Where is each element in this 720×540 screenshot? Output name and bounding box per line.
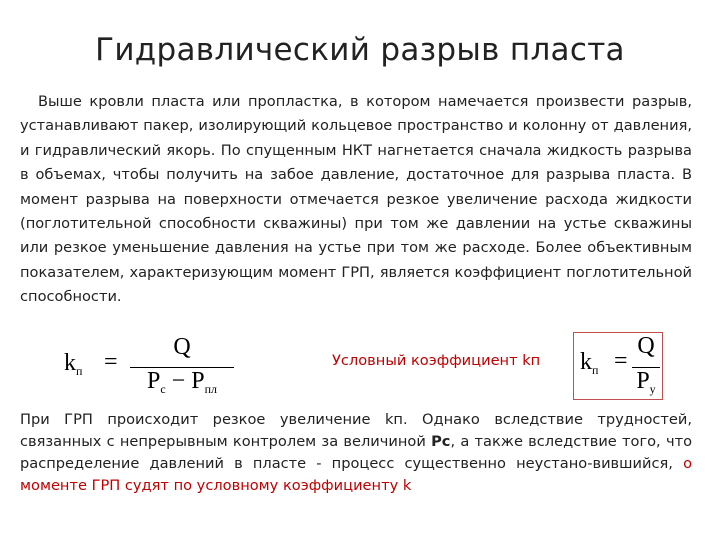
formula2-equals: = — [614, 348, 628, 374]
para2-text-start: При ГРП происходит резкое увеличение kп. Однако вследствие трудностей, связанных с непрерывным контролем за величиной — [20, 411, 692, 450]
formula2-lhs: $k_п$ — [580, 349, 599, 377]
formula1-denominator: $P_с - P_{пл}$ — [146, 368, 217, 396]
formula1-numerator: Q — [173, 334, 191, 360]
para2-red-conclusion: о моменте ГРП судят по условному коэффициенту k — [20, 455, 692, 494]
slide-title: Гидравлический разрыв пласта — [95, 32, 625, 68]
para2-text-middle: , а также вследствие того, что распределение давлений в пласте - процесс существенно неустано-вившийся, — [20, 433, 692, 472]
para2-bold-pc: Рс — [431, 433, 451, 450]
formula2-denominator: $P_у$ — [636, 368, 656, 396]
conditional-coefficient-label: Условный коэффициент kп — [332, 352, 541, 369]
formula2-fraction — [632, 335, 660, 397]
formula2-numerator: Q — [637, 333, 655, 359]
absorption-coefficient-formula — [64, 336, 224, 398]
conditional-coefficient-formula — [573, 332, 663, 400]
formula1-lhs: $k_п$ — [64, 350, 83, 378]
formula1-fraction — [130, 336, 234, 398]
paragraph-conditional-coefficient — [20, 409, 692, 497]
paragraph-hydraulic-fracturing-description: Выше кровли пласта или пропластка, в котором намечается произвести разрыв, устанавливают пакер, изолирующий кольцевое пространство и колонну от давления, и гидравлический якорь. По спущенным НКТ нагнетается сначала жидкость разрыва в объемах, чтобы получить на забое давление, достаточное для разрыва пласта. В момент разрыва на поверхности отмечается резкое увеличение расхода жидкости (поглотительной способности скважины) при том же давлении на устье скважины или резкое уменьшение давления на устье при том же расходе. Более объективным показателем, характеризующим момент ГРП, является коэффициент поглотительной способности. — [20, 93, 692, 306]
formula1-equals: = — [104, 349, 118, 375]
